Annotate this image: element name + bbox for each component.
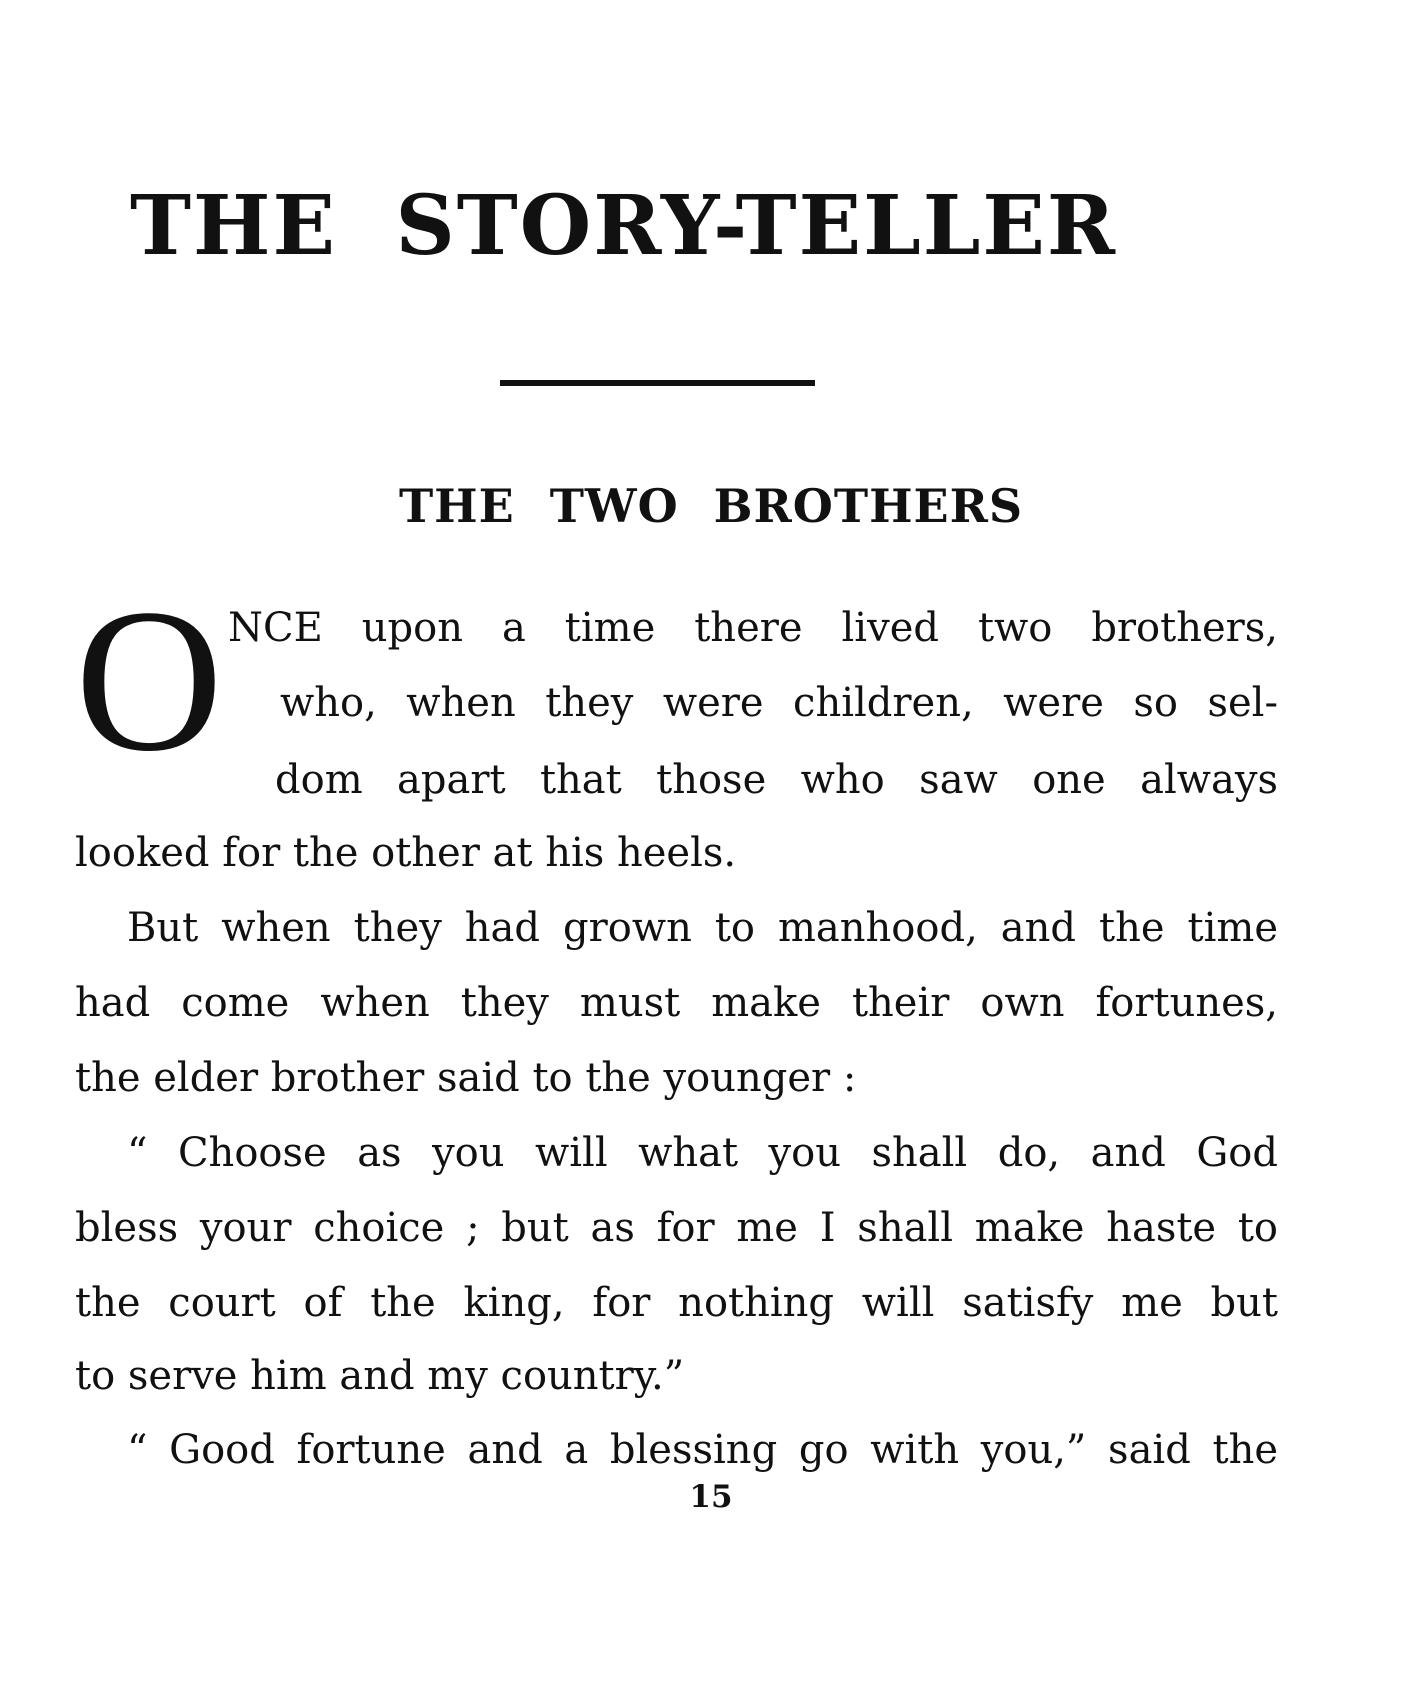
chapter-title: THE TWO BROTHERS: [398, 479, 1024, 533]
text-line-12: “ Good fortune and a blessing go with you,” said the: [127, 1427, 1278, 1473]
text-line-10: the court of the king, for nothing will satisfy me but: [75, 1280, 1278, 1326]
text-line-2: who, when they were children, were so sel-: [280, 680, 1278, 726]
drop-cap: O: [75, 567, 224, 794]
text-line-11: to serve him and my country.”: [75, 1353, 685, 1399]
text-line-7: the elder brother said to the younger :: [75, 1055, 857, 1101]
book-title: THE STORY-TELLER: [130, 178, 1118, 274]
text-line-3: dom apart that those who saw one always: [275, 757, 1278, 803]
text-line-8: “ Choose as you will what you shall do, and God: [127, 1130, 1278, 1176]
text-line-5: But when they had grown to manhood, and the time: [127, 905, 1278, 951]
page-number: 15: [689, 1479, 733, 1515]
title-rule: [500, 380, 815, 386]
text-line-4: looked for the other at his heels.: [75, 830, 737, 876]
text-line-9: bless your choice ; but as for me I shall make haste to: [75, 1205, 1278, 1251]
text-line-1: NCE upon a time there lived two brothers,: [228, 605, 1278, 651]
text-line-6: had come when they must make their own fortunes,: [75, 980, 1278, 1026]
